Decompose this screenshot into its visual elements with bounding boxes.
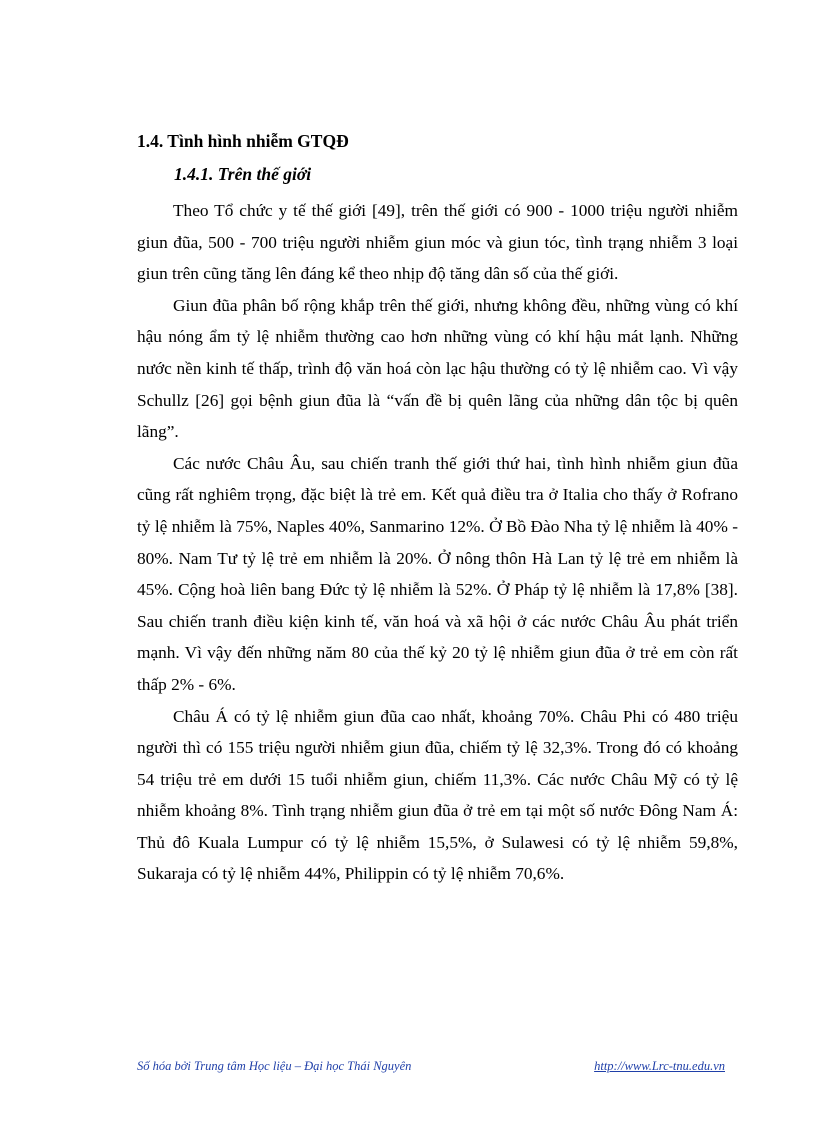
paragraph: Giun đũa phân bố rộng khắp trên thế giới, nhưng không đều, những vùng có khí hậu nóng ẩm tỷ lệ nhiễm thường cao hơn những vùng có khí hậu mát lạnh. Những nước nền kinh tế thấp, trình độ văn hoá còn lạc hậu thường có tỷ lệ nhiễm cao. Vì vậy Schullz [26] gọi bệnh giun đũa là “vấn đề bị quên lãng của những dân tộc bị quên lãng”. — [137, 295, 738, 442]
body-text — [137, 195, 738, 890]
section-heading: 1.4. Tình hình nhiễm GTQĐ — [137, 131, 349, 151]
subsection-heading: 1.4.1. Trên thế giới — [174, 164, 312, 184]
footer-credit: Số hóa bởi Trung tâm Học liệu – Đại học Thái Nguyên — [137, 1059, 412, 1073]
paragraph: Theo Tổ chức y tế thế giới [49], trên thế giới có 900 - 1000 triệu người nhiễm giun đũa, 500 - 700 triệu người nhiễm giun móc và giun tóc, tình trạng nhiễm 3 loại giun trên cũng tăng lên đáng kể theo nhịp độ tăng dân số của thế giới. — [137, 201, 738, 284]
footer-link[interactable]: http://www.Lrc-tnu.edu.vn — [594, 1059, 725, 1073]
paragraph: Châu Á có tỷ lệ nhiễm giun đũa cao nhất, khoảng 70%. Châu Phi có 480 triệu người thì có 155 triệu người nhiễm giun đũa, chiếm tỷ lệ 32,3%. Trong đó có khoảng 54 triệu trẻ em dưới 15 tuổi nhiễm giun, chiếm 11,3%. Các nước Châu Mỹ có tỷ lệ nhiễm khoảng 8%. Tình trạng nhiễm giun đũa ở trẻ em tại một số nước Đông Nam Á: Thủ đô Kuala Lumpur có tỷ lệ nhiễm 15,5%, ở Sulawesi có tỷ lệ nhiễm 59,8%, Sukaraja có tỷ lệ nhiễm 44%, Philippin có tỷ lệ nhiễm 70,6%. — [137, 706, 738, 884]
paragraph: Các nước Châu Âu, sau chiến tranh thế giới thứ hai, tình hình nhiễm giun đũa cũng rất nghiêm trọng, đặc biệt là trẻ em. Kết quả điều tra ở Italia cho thấy ở Rofrano tỷ lệ nhiễm là 75%, Naples 40%, Sanmarino 12%. Ở Bồ Đào Nha tỷ lệ nhiễm là 40% - 80%. Nam Tư tỷ lệ trẻ em nhiễm là 20%. Ở nông thôn Hà Lan tỷ lệ trẻ em nhiễm là 45%. Cộng hoà liên bang Đức tỷ lệ nhiễm là 52%. Ở Pháp tỷ lệ nhiễm là 17,8% [38]. Sau chiến tranh điều kiện kinh tế, văn hoá và xã hội ở các nước Châu Âu phát triển mạnh. Vì vậy đến những năm 80 của thế kỷ 20 tỷ lệ nhiễm giun đũa ở trẻ em còn rất thấp 2% - 6%. — [137, 453, 738, 694]
